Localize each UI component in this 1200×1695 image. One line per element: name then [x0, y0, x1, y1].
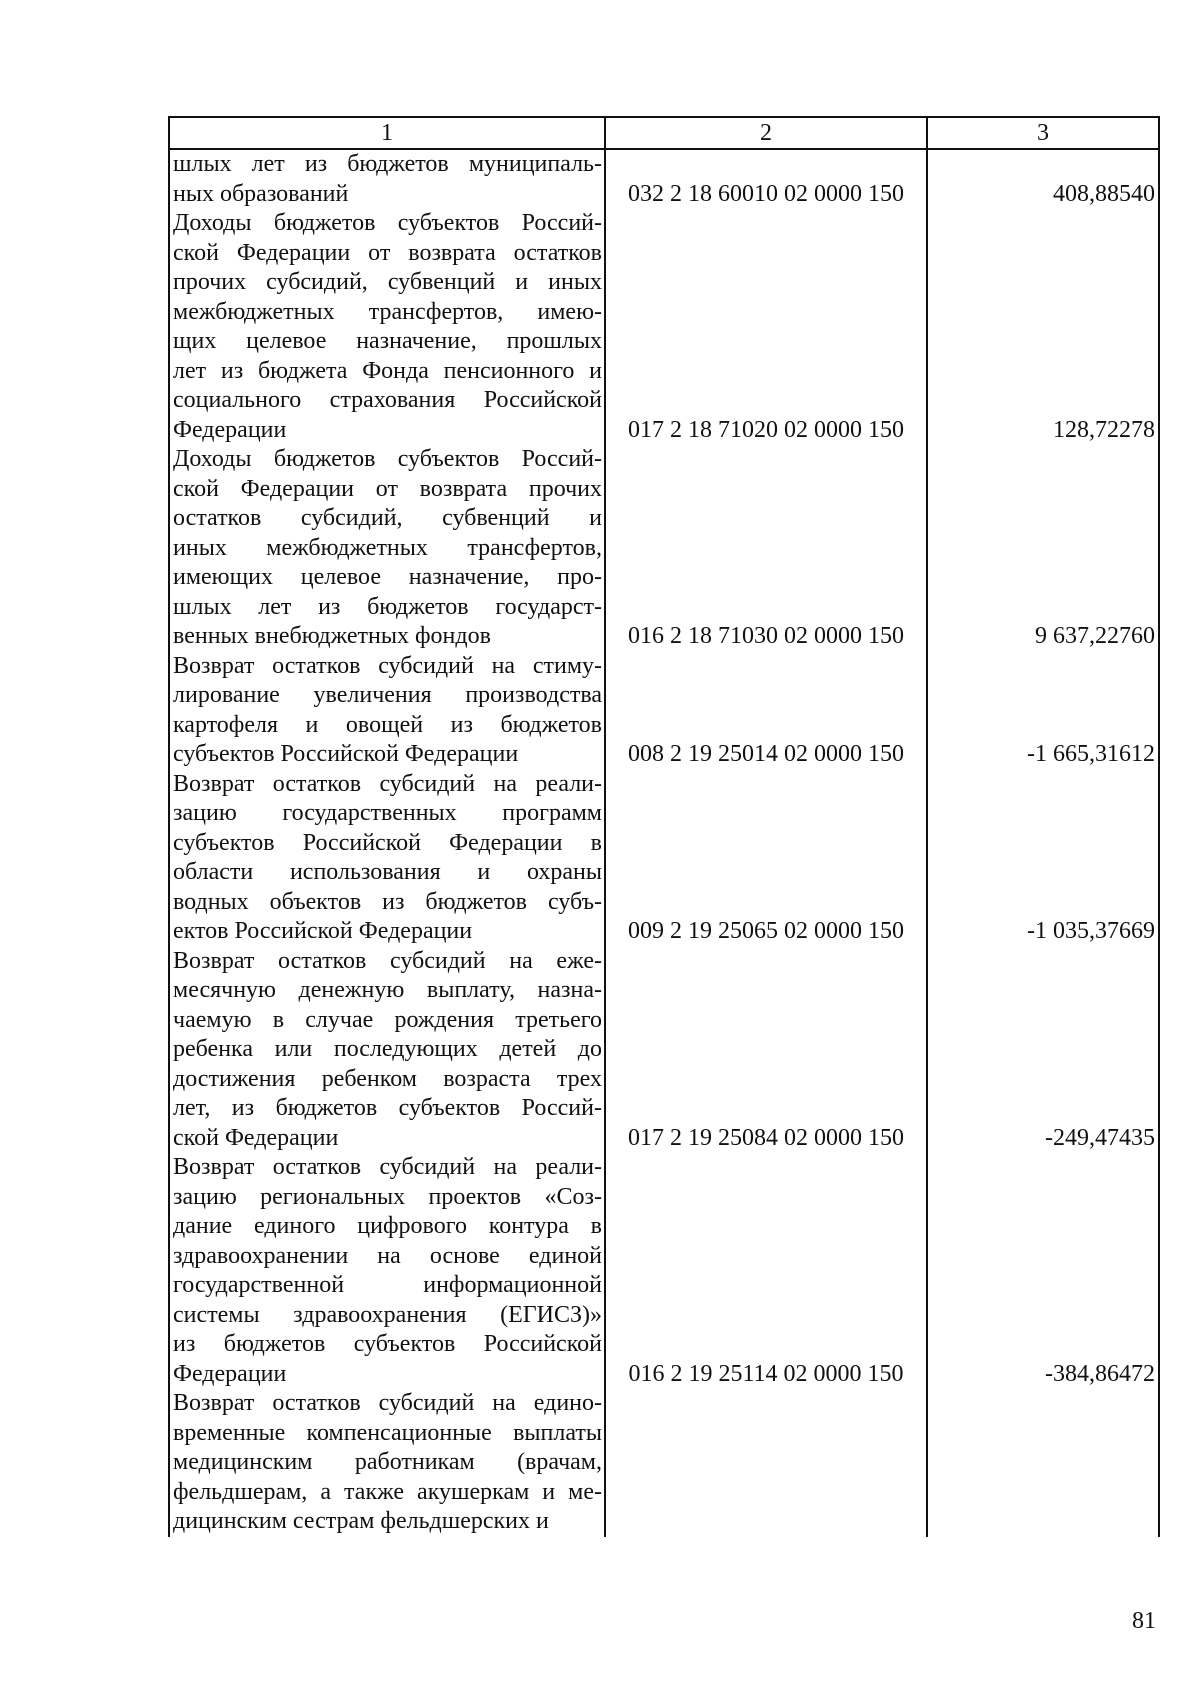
budget-classification-code: 016 2 18 71030 02 0000 150 [605, 445, 927, 652]
budget-classification-code: 009 2 19 25065 02 0000 150 [605, 770, 927, 947]
description-line: ребенка или последующих детей до [173, 1036, 602, 1062]
description-line: субъектов Российской Федерации в [173, 829, 602, 856]
description-line: имеющих целевое назначение, про- [173, 564, 602, 590]
description-line: Возврат остатков субсидий на едино- [173, 1390, 602, 1416]
table-row [169, 1153, 1159, 1389]
description-line: дание единого цифрового контура в [173, 1213, 602, 1239]
description-line: межбюджетных трансфертов, имею- [173, 298, 602, 325]
description-line: прочих субсидий, субвенций и иных [173, 269, 602, 295]
description-line: Возврат остатков субсидий на еже- [173, 947, 602, 974]
amount-value: -249,47435 [927, 947, 1159, 1154]
income-description [169, 209, 605, 445]
table-row [169, 947, 1159, 1154]
column-header-2: 2 [605, 117, 927, 149]
description-line: Федерации [173, 416, 287, 443]
budget-classification-code: 016 2 19 25114 02 0000 150 [605, 1153, 927, 1389]
description-line: социального страхования Российской [173, 387, 602, 413]
description-line: Возврат остатков субсидий на стиму- [173, 652, 602, 679]
description-line: картофеля и овощей из бюджетов [173, 711, 602, 738]
income-description [169, 947, 605, 1154]
income-description [169, 1389, 605, 1537]
budget-classification-code [605, 1389, 927, 1537]
description-line: Доходы бюджетов субъектов Россий- [173, 210, 602, 236]
description-line: ской Федерации [173, 1124, 339, 1151]
description-line: водных объектов из бюджетов субъ- [173, 888, 602, 915]
description-line: чаемую в случае рождения третьего [173, 1006, 602, 1033]
description-line: Доходы бюджетов субъектов Россий- [173, 446, 602, 472]
income-description [169, 1153, 605, 1389]
description-line: из бюджетов субъектов Российской [173, 1331, 602, 1357]
amount-value: 408,88540 [927, 149, 1159, 209]
page-number: 81 [1132, 1608, 1156, 1634]
income-description [169, 149, 605, 209]
amount-value: -1 035,37669 [927, 770, 1159, 947]
table-row [169, 1389, 1159, 1537]
description-line: государственной информационной [173, 1272, 602, 1298]
income-description [169, 652, 605, 770]
description-line: лирование увеличения производства [173, 682, 602, 708]
description-line: ской Федерации от возврата прочих [173, 475, 602, 502]
description-line: остатков субсидий, субвенций и [173, 505, 602, 531]
header-row [169, 117, 1159, 149]
table-row [169, 770, 1159, 947]
description-line: Возврат остатков субсидий на реали- [173, 770, 602, 797]
budget-classification-code: 032 2 18 60010 02 0000 150 [605, 149, 927, 209]
table-row [169, 652, 1159, 770]
description-line: ных образований [173, 180, 349, 207]
description-line: иных межбюджетных трансфертов, [173, 534, 602, 561]
description-line: месячную денежную выплату, назна- [173, 977, 602, 1003]
budget-classification-code: 017 2 18 71020 02 0000 150 [605, 209, 927, 445]
amount-value: 9 637,22760 [927, 445, 1159, 652]
description-line: лет, из бюджетов субъектов Россий- [173, 1095, 602, 1121]
description-line: медицинским работникам (врачам, [173, 1449, 602, 1475]
table-row [169, 445, 1159, 652]
description-line: зацию региональных проектов «Соз- [173, 1183, 602, 1210]
description-line: ской Федерации от возврата остатков [173, 239, 602, 266]
description-line: Возврат остатков субсидий на реали- [173, 1154, 602, 1180]
description-line: субъектов Российской Федерации [173, 741, 519, 767]
amount-value: 128,72278 [927, 209, 1159, 445]
description-line: щих целевое назначение, прошлых [173, 328, 602, 354]
description-line: лет из бюджета Фонда пенсионного и [173, 357, 602, 384]
income-description [169, 770, 605, 947]
table-row [169, 209, 1159, 445]
description-line: Федерации [173, 1360, 287, 1387]
description-line: системы здравоохранения (ЕГИСЗ)» [173, 1301, 602, 1328]
income-description [169, 445, 605, 652]
description-line: дицинским сестрам фельдшерских и [173, 1508, 549, 1534]
budget-classification-code: 008 2 19 25014 02 0000 150 [605, 652, 927, 770]
description-line: фельдшерам, а также акушеркам и ме- [173, 1478, 602, 1505]
description-line: здравоохранении на основе единой [173, 1242, 602, 1269]
column-header-1: 1 [169, 117, 605, 149]
table-body [169, 149, 1159, 1537]
budget-classification-code: 017 2 19 25084 02 0000 150 [605, 947, 927, 1154]
description-line: зацию государственных программ [173, 800, 602, 826]
column-header-3: 3 [927, 117, 1159, 149]
amount-value: -1 665,31612 [927, 652, 1159, 770]
description-line: шлых лет из бюджетов государст- [173, 593, 602, 620]
table-header [169, 117, 1159, 149]
amount-value: -384,86472 [927, 1153, 1159, 1389]
budget-table [168, 116, 1160, 1537]
description-line: шлых лет из бюджетов муниципаль- [173, 151, 602, 177]
description-line: венных внебюджетных фондов [173, 623, 491, 649]
table-row [169, 149, 1159, 209]
description-line: временные компенсационные выплаты [173, 1419, 602, 1446]
description-line: достижения ребенком возраста трех [173, 1065, 602, 1092]
amount-value [927, 1389, 1159, 1537]
description-line: области использования и охраны [173, 859, 602, 885]
description-line: ектов Российской Федерации [173, 918, 473, 944]
